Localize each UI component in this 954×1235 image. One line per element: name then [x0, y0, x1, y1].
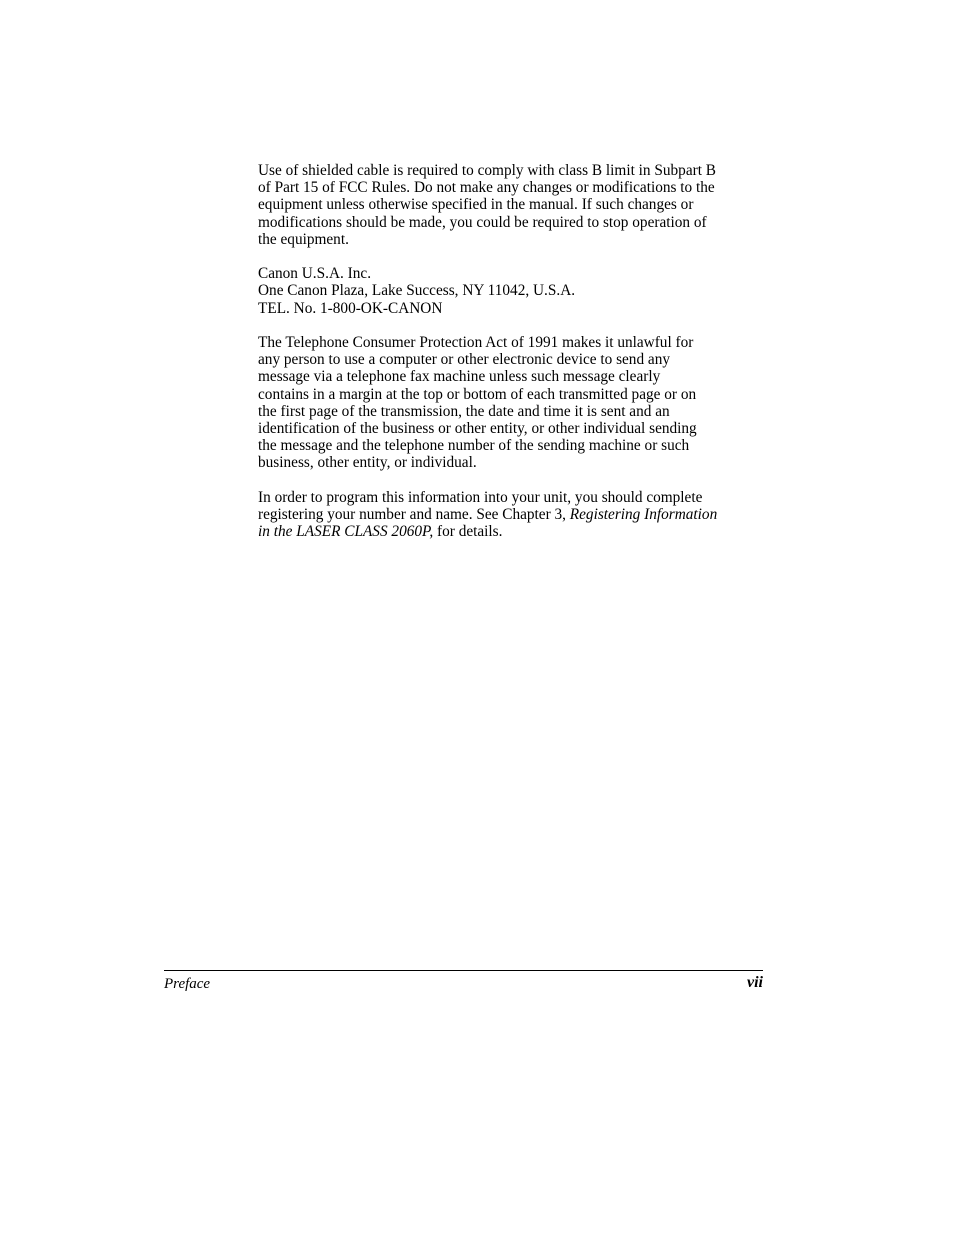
paragraph-line: The Telephone Consumer Protection Act of 1991 makes it unlawful for [258, 334, 694, 351]
paragraph-line: of Part 15 of FCC Rules. Do not make any changes or modifications to the [258, 179, 715, 197]
paragraph-line: equipment unless otherwise specified in the manual. If such changes or [258, 196, 694, 214]
chapter-reference: in the LASER CLASS 2060P, [258, 523, 434, 541]
paragraph-line: In order to program this information into your unit, you should complete [258, 488, 703, 506]
tcpa-paragraph [258, 334, 764, 472]
paragraph-line: business, other entity, or individual. [258, 454, 477, 472]
footer-divider [164, 970, 763, 971]
page-body [258, 162, 764, 558]
company-address: One Canon Plaza, Lake Success, NY 11042, U.S.A. [258, 282, 576, 300]
address-block [258, 265, 764, 317]
paragraph-line [258, 506, 764, 523]
company-phone: TEL. No. 1-800-OK-CANON [258, 299, 443, 317]
paragraph-text: registering your number and name. See Chapter 3, [258, 506, 570, 524]
chapter-reference: Registering Information [569, 506, 718, 524]
shielded-cable-paragraph [258, 162, 764, 248]
paragraph-line: any person to use a computer or other electronic device to send any [258, 351, 671, 369]
paragraph-line: the equipment. [258, 230, 349, 248]
paragraph-line: message via a telephone fax machine unless such message clearly [258, 368, 661, 386]
footer-page-number: vii [747, 974, 763, 991]
paragraph-line [258, 523, 764, 540]
paragraph-text: for details. [433, 523, 503, 541]
paragraph-line: modifications should be made, you could be required to stop operation of [258, 213, 707, 231]
paragraph-line: the first page of the transmission, the date and time it is sent and an [258, 402, 670, 420]
programming-paragraph [258, 489, 764, 541]
paragraph-line: identification of the business or other entity, or other individual sending [258, 420, 697, 438]
footer-section-title: Preface [164, 976, 211, 992]
company-name: Canon U.S.A. Inc. [258, 265, 372, 283]
paragraph-line: the message and the telephone number of the sending machine or such [258, 437, 690, 455]
paragraph-line: contains in a margin at the top or bottom of each transmitted page or on [258, 385, 697, 403]
paragraph-line: Use of shielded cable is required to comply with class B limit in Subpart B [258, 162, 716, 179]
